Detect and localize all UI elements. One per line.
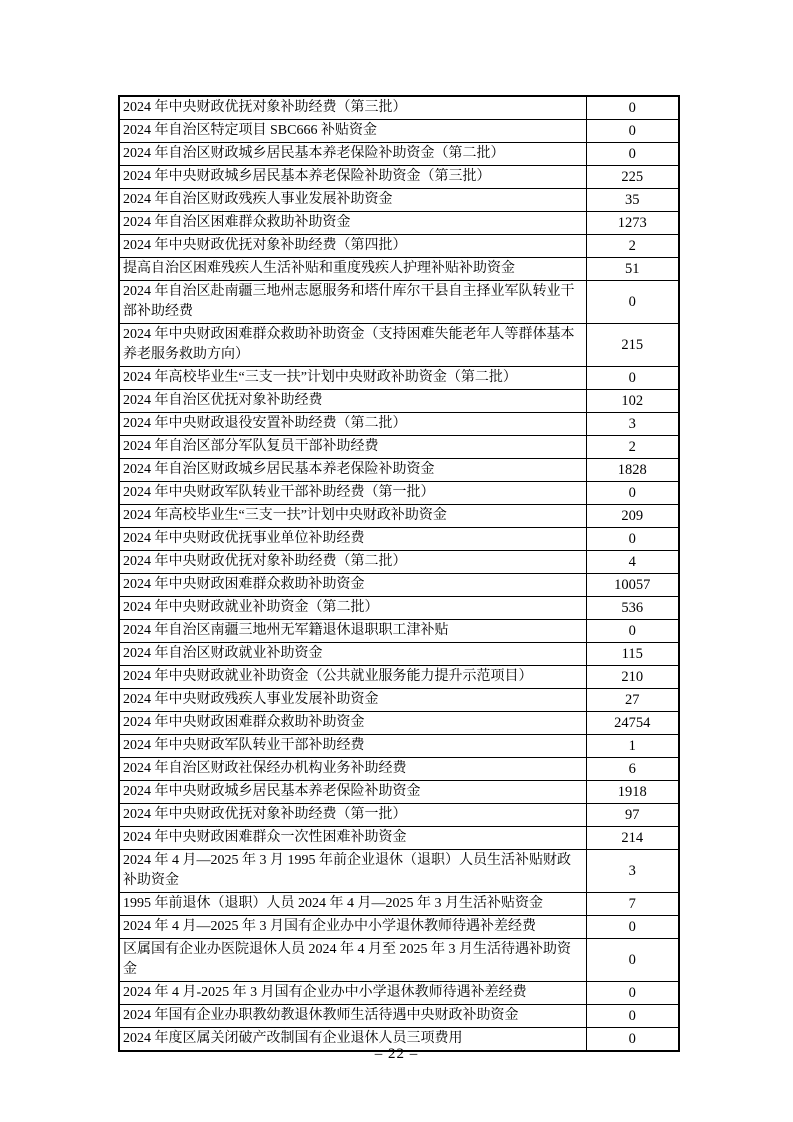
row-label: 2024 年自治区部分军队复员干部补助经费 xyxy=(119,436,586,459)
row-label: 2024 年自治区财政残疾人事业发展补助资金 xyxy=(119,189,586,212)
row-value: 3 xyxy=(586,850,679,893)
table-row xyxy=(119,804,679,827)
row-value: 225 xyxy=(586,166,679,189)
row-label: 2024 年中央财政城乡居民基本养老保险补助资金（第三批） xyxy=(119,166,586,189)
table-row xyxy=(119,666,679,689)
table-row xyxy=(119,528,679,551)
table-row xyxy=(119,827,679,850)
row-label: 1995 年前退休（退职）人员 2024 年 4 月—2025 年 3 月生活补贴资金 xyxy=(119,893,586,916)
row-label: 2024 年中央财政优抚对象补助经费（第一批） xyxy=(119,804,586,827)
row-value: 51 xyxy=(586,258,679,281)
row-value: 0 xyxy=(586,96,679,120)
table-row xyxy=(119,597,679,620)
row-label: 2024 年中央财政就业补助资金（公共就业服务能力提升示范项目） xyxy=(119,666,586,689)
page-number: – 22 – xyxy=(374,1046,419,1062)
table-row xyxy=(119,258,679,281)
row-value: 35 xyxy=(586,189,679,212)
table-row xyxy=(119,1005,679,1028)
table-row xyxy=(119,96,679,120)
table-row xyxy=(119,505,679,528)
table-row xyxy=(119,281,679,324)
row-label: 2024 年中央财政军队转业干部补助经费 xyxy=(119,735,586,758)
table-row xyxy=(119,324,679,367)
table-row xyxy=(119,482,679,505)
table-row xyxy=(119,939,679,982)
row-label: 2024 年高校毕业生“三支一扶”计划中央财政补助资金 xyxy=(119,505,586,528)
row-value: 24754 xyxy=(586,712,679,735)
table-row xyxy=(119,413,679,436)
row-value: 215 xyxy=(586,324,679,367)
row-label: 2024 年自治区特定项目 SBC666 补贴资金 xyxy=(119,120,586,143)
table-row xyxy=(119,620,679,643)
row-value: 1918 xyxy=(586,781,679,804)
row-value: 10057 xyxy=(586,574,679,597)
table-row xyxy=(119,235,679,258)
row-label: 2024 年中央财政困难群众一次性困难补助资金 xyxy=(119,827,586,850)
row-label: 2024 年高校毕业生“三支一扶”计划中央财政补助资金（第二批） xyxy=(119,367,586,390)
row-label: 2024 年国有企业办职教幼教退休教师生活待遇中央财政补助资金 xyxy=(119,1005,586,1028)
row-value: 27 xyxy=(586,689,679,712)
row-label: 2024 年自治区财政社保经办机构业务补助经费 xyxy=(119,758,586,781)
row-label: 2024 年中央财政军队转业干部补助经费（第一批） xyxy=(119,482,586,505)
row-value: 0 xyxy=(586,1028,679,1052)
row-value: 115 xyxy=(586,643,679,666)
table-row xyxy=(119,120,679,143)
row-label: 2024 年自治区财政城乡居民基本养老保险补助资金 xyxy=(119,459,586,482)
row-value: 1 xyxy=(586,735,679,758)
row-value: 0 xyxy=(586,143,679,166)
table-row xyxy=(119,574,679,597)
table-row xyxy=(119,916,679,939)
row-value: 0 xyxy=(586,120,679,143)
row-label: 2024 年度区属关闭破产改制国有企业退休人员三项费用 xyxy=(119,1028,586,1052)
table-row xyxy=(119,189,679,212)
row-value: 1273 xyxy=(586,212,679,235)
row-label: 2024 年 4 月-2025 年 3 月国有企业办中小学退休教师待遇补差经费 xyxy=(119,982,586,1005)
row-value: 0 xyxy=(586,281,679,324)
subsidy-table xyxy=(118,95,680,1052)
table-row xyxy=(119,689,679,712)
row-value: 209 xyxy=(586,505,679,528)
row-value: 97 xyxy=(586,804,679,827)
row-value: 536 xyxy=(586,597,679,620)
table-row xyxy=(119,712,679,735)
table-row xyxy=(119,551,679,574)
row-label: 提高自治区困难残疾人生活补贴和重度残疾人护理补贴补助资金 xyxy=(119,258,586,281)
subsidy-table-body xyxy=(119,96,679,1051)
row-value: 7 xyxy=(586,893,679,916)
row-label: 2024 年自治区优抚对象补助经费 xyxy=(119,390,586,413)
table-row xyxy=(119,893,679,916)
row-label: 2024 年中央财政优抚事业单位补助经费 xyxy=(119,528,586,551)
row-label: 2024 年 4 月—2025 年 3 月 1995 年前企业退休（退职）人员生活补贴财政补助资金 xyxy=(119,850,586,893)
table-row xyxy=(119,166,679,189)
row-label: 2024 年自治区财政就业补助资金 xyxy=(119,643,586,666)
row-label: 2024 年中央财政就业补助资金（第二批） xyxy=(119,597,586,620)
row-value: 2 xyxy=(586,235,679,258)
table-row xyxy=(119,367,679,390)
row-value: 214 xyxy=(586,827,679,850)
table-row xyxy=(119,143,679,166)
row-label: 2024 年中央财政退役安置补助经费（第二批） xyxy=(119,413,586,436)
row-label: 2024 年自治区赴南疆三地州志愿服务和塔什库尔干县自主择业军队转业干部补助经费 xyxy=(119,281,586,324)
row-label: 2024 年中央财政优抚对象补助经费（第二批） xyxy=(119,551,586,574)
row-value: 6 xyxy=(586,758,679,781)
table-row xyxy=(119,643,679,666)
row-value: 0 xyxy=(586,482,679,505)
row-label: 2024 年自治区财政城乡居民基本养老保险补助资金（第二批） xyxy=(119,143,586,166)
row-value: 0 xyxy=(586,916,679,939)
row-value: 0 xyxy=(586,528,679,551)
row-value: 3 xyxy=(586,413,679,436)
row-label: 2024 年中央财政困难群众救助补助资金 xyxy=(119,574,586,597)
row-label: 区属国有企业办医院退休人员 2024 年 4 月至 2025 年 3 月生活待遇补助资金 xyxy=(119,939,586,982)
table-row xyxy=(119,459,679,482)
row-label: 2024 年 4 月—2025 年 3 月国有企业办中小学退休教师待遇补差经费 xyxy=(119,916,586,939)
table-row xyxy=(119,735,679,758)
row-label: 2024 年中央财政困难群众救助补助资金 xyxy=(119,712,586,735)
row-value: 0 xyxy=(586,939,679,982)
table-row xyxy=(119,850,679,893)
row-label: 2024 年中央财政残疾人事业发展补助资金 xyxy=(119,689,586,712)
row-label: 2024 年中央财政优抚对象补助经费（第四批） xyxy=(119,235,586,258)
table-row xyxy=(119,436,679,459)
table-row xyxy=(119,212,679,235)
table-row xyxy=(119,982,679,1005)
row-value: 2 xyxy=(586,436,679,459)
row-label: 2024 年自治区南疆三地州无军籍退休退职职工津补贴 xyxy=(119,620,586,643)
row-value: 1828 xyxy=(586,459,679,482)
row-value: 0 xyxy=(586,1005,679,1028)
row-value: 210 xyxy=(586,666,679,689)
row-label: 2024 年自治区困难群众救助补助资金 xyxy=(119,212,586,235)
row-value: 4 xyxy=(586,551,679,574)
row-value: 0 xyxy=(586,982,679,1005)
row-value: 0 xyxy=(586,620,679,643)
row-label: 2024 年中央财政优抚对象补助经费（第三批） xyxy=(119,96,586,120)
row-label: 2024 年中央财政困难群众救助补助资金（支持困难失能老年人等群体基本养老服务救助方向） xyxy=(119,324,586,367)
row-value: 0 xyxy=(586,367,679,390)
table-row xyxy=(119,781,679,804)
row-label: 2024 年中央财政城乡居民基本养老保险补助资金 xyxy=(119,781,586,804)
row-value: 102 xyxy=(586,390,679,413)
table-row xyxy=(119,758,679,781)
table-row xyxy=(119,390,679,413)
